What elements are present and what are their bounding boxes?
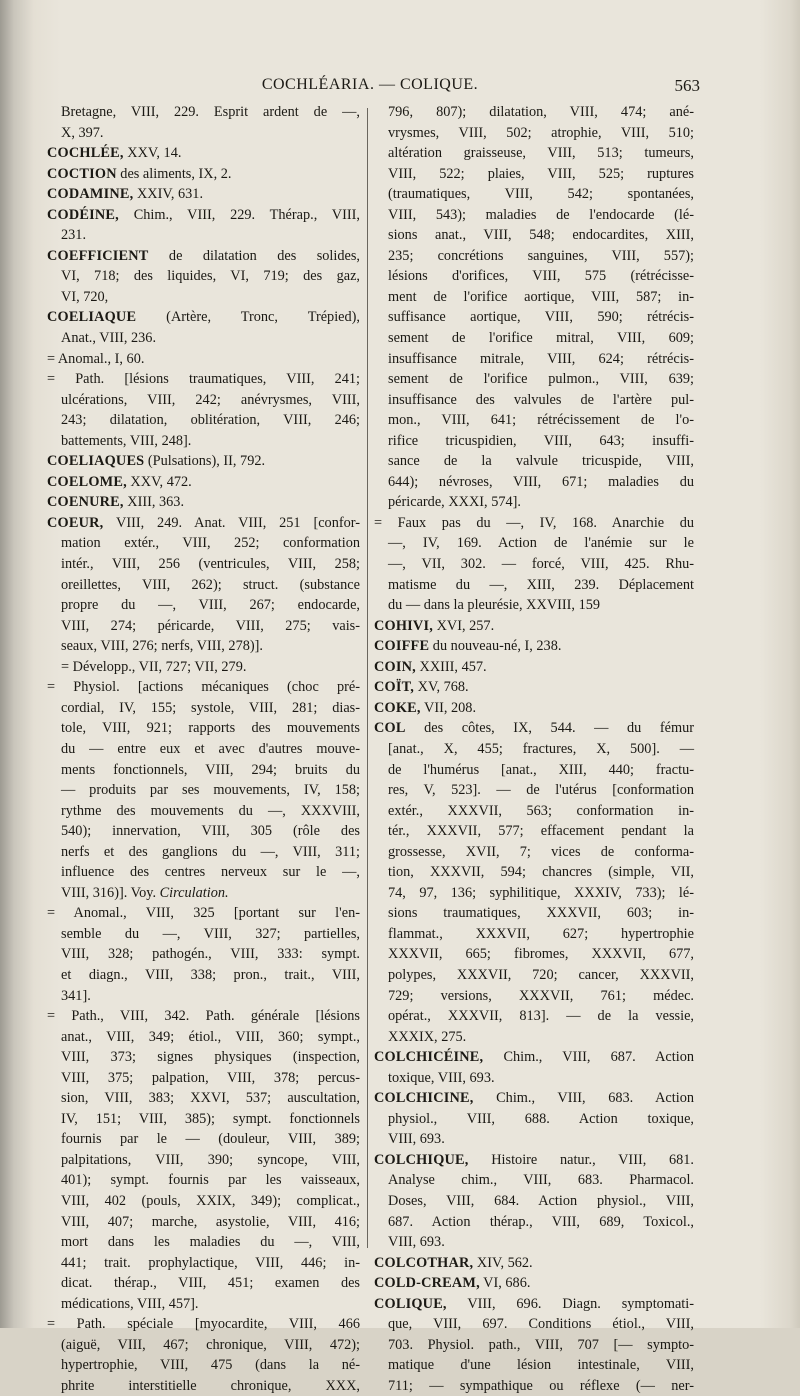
entry-text: intér., VIII, 256 (ventricules, VIII, 258; xyxy=(61,556,360,573)
entry-text: sion, VIII, 383; XXVI, 537; auscultation, xyxy=(61,1090,360,1107)
entry-text: insuffisance des valvules de l'artère pul- xyxy=(388,391,694,408)
entry-text: péricarde, XXXI, 574]. xyxy=(388,494,521,511)
entry-text: semble du —, VIII, 327; partielles, xyxy=(61,925,360,942)
index-line xyxy=(47,1170,360,1191)
running-title: COCHLÉARIA. — COLIQUE. xyxy=(261,76,479,93)
entry-text: et diagn., VIII, 338; pron., trait., VIII, xyxy=(61,966,360,983)
entry-text: XIII, 363. xyxy=(123,494,185,511)
entry-text: influence des centres nerveux sur le —, xyxy=(61,864,360,881)
entry-headword: COIFFE xyxy=(374,638,430,655)
index-line xyxy=(47,821,360,842)
entry-text: sions anat., VIII, 548; endocardites, XIII, xyxy=(388,227,694,244)
entry-text: mon., VIII, 641; rétrécissement de l'o- xyxy=(388,412,694,429)
index-line xyxy=(47,903,360,924)
index-line xyxy=(47,883,360,904)
index-line xyxy=(47,1047,360,1068)
index-line xyxy=(47,123,360,144)
index-line xyxy=(47,205,360,226)
entry-text: grossesse, XVII, 7; vices de conforma- xyxy=(388,843,694,860)
index-line xyxy=(47,307,360,328)
right-column xyxy=(374,102,694,1396)
entry-text: sions traumatiques, XXXVII, 603; in- xyxy=(388,905,694,922)
entry-text: insuffisance mitrale, VIII, 624; rétrécis- xyxy=(388,350,694,367)
entry-text: = Path. spéciale [myocardite, VIII, 466 xyxy=(47,1316,360,1333)
entry-text: VIII, 407; marche, asystolie, VIII, 416; xyxy=(61,1213,360,1230)
index-line xyxy=(47,698,360,719)
entry-text: = Path. [lésions traumatiques, VIII, 241; xyxy=(47,371,360,388)
entry-text: 711; — sympathique ou réflexe (— ner- xyxy=(388,1377,694,1394)
entry-text: XXV, 14. xyxy=(123,145,182,162)
entry-text: XXIV, 631. xyxy=(133,186,204,203)
entry-text: palpitations, VIII, 390; syncope, VIII, xyxy=(61,1151,360,1168)
index-line xyxy=(374,554,694,575)
entry-headword: COCHLÉE, xyxy=(47,145,124,162)
index-line xyxy=(374,533,694,554)
index-line xyxy=(374,266,694,287)
entry-text: 644); névroses, VIII, 671; maladies du xyxy=(388,473,694,490)
index-line xyxy=(374,575,694,596)
index-line xyxy=(47,328,360,349)
index-line xyxy=(374,842,694,863)
entry-headword: COL xyxy=(374,720,406,737)
entry-text: de l'humérus [anat., XIII, 440; fractu- xyxy=(388,761,694,778)
entry-text: = Path., VIII, 342. Path. générale [lésions xyxy=(47,1008,360,1025)
index-line xyxy=(374,1232,694,1253)
index-line xyxy=(47,944,360,965)
index-line xyxy=(374,143,694,164)
index-line xyxy=(47,1335,360,1356)
index-line xyxy=(374,1335,694,1356)
index-line xyxy=(374,225,694,246)
entry-text: XV, 768. xyxy=(414,679,469,696)
entry-text: fournis par le — (douleur, VIII, 389; xyxy=(61,1131,360,1148)
entry-text: Bretagne, VIII, 229. Esprit ardent de —, xyxy=(61,104,360,120)
index-line xyxy=(47,410,360,431)
index-line xyxy=(374,287,694,308)
entry-text: tér., XXXVII, 577; effacement pendant la xyxy=(388,823,694,840)
entry-text: sement de l'orifice pulmon., VIII, 639; xyxy=(388,371,694,388)
entry-text: —, IV, 169. Action de l'anémie sur le xyxy=(388,535,694,552)
index-line xyxy=(374,739,694,760)
entry-text: 703. Physiol. path., VIII, 707 [— sympto- xyxy=(388,1336,694,1353)
entry-text: suffisance aortique, VIII, 590; rétrécis- xyxy=(388,309,694,326)
index-line xyxy=(47,780,360,801)
entry-text: VIII, 373; signes physiques (inspection, xyxy=(61,1049,360,1066)
index-line xyxy=(374,924,694,945)
entry-text: 341]. xyxy=(61,987,91,1004)
index-line xyxy=(374,780,694,801)
index-line xyxy=(374,451,694,472)
entry-headword: COLCHIQUE, xyxy=(374,1151,469,1168)
entry-text: IV, 151; VIII, 385); sympt. fonctionnels xyxy=(61,1110,360,1127)
entry-text: VIII, 543); maladies de l'endocarde (lé- xyxy=(388,206,694,223)
entry-text: VIII, 696. Diagn. symptomati- xyxy=(446,1295,694,1312)
index-line xyxy=(47,451,360,472)
index-line xyxy=(374,349,694,370)
index-line xyxy=(47,1150,360,1171)
index-line xyxy=(374,1006,694,1027)
entry-text: Chim., VIII, 683. Action xyxy=(473,1090,694,1107)
entry-text: 540); innervation, VIII, 305 (rôle des xyxy=(61,823,360,840)
entry-text: (aiguë, VIII, 467; chronique, VIII, 472); xyxy=(61,1336,360,1353)
index-line xyxy=(374,164,694,185)
page-header xyxy=(40,76,700,100)
index-line xyxy=(374,862,694,883)
index-line xyxy=(47,431,360,452)
entry-text: rifice tricuspidien, VIII, 643; insuffi- xyxy=(388,432,694,449)
index-line xyxy=(374,801,694,822)
entry-headword: COIN, xyxy=(374,658,416,675)
index-line xyxy=(374,307,694,328)
entry-text: 231. xyxy=(61,227,87,244)
index-line xyxy=(374,1314,694,1335)
entry-text: res, V, 523]. — de l'utérus [conformation xyxy=(388,782,694,799)
index-line xyxy=(47,246,360,267)
index-line xyxy=(47,842,360,863)
index-line xyxy=(374,903,694,924)
entry-headword: COENURE, xyxy=(47,494,124,511)
entry-text: VII, 208. xyxy=(420,699,477,716)
entry-text: Chim., VIII, 687. Action xyxy=(483,1049,694,1066)
index-line xyxy=(374,595,694,616)
entry-text: VIII, 274; péricarde, VIII, 275; vais- xyxy=(61,617,360,634)
entry-headword: COEUR, xyxy=(47,514,104,531)
left-column xyxy=(47,102,360,1396)
index-line xyxy=(374,184,694,205)
index-line xyxy=(47,102,360,123)
index-line xyxy=(374,698,694,719)
index-line xyxy=(47,533,360,554)
index-line xyxy=(374,1047,694,1068)
index-line xyxy=(374,513,694,534)
index-line xyxy=(374,431,694,452)
page-number: 563 xyxy=(674,76,700,95)
column-divider xyxy=(367,108,368,1248)
entry-text: lésions d'orifices, VIII, 575 (rétrécisse- xyxy=(388,268,694,285)
index-line xyxy=(47,575,360,596)
entry-text: nerfs et des ganglions du —, VIII, 311; xyxy=(61,843,360,860)
entry-text: du — entre eux et avec d'autres mouve- xyxy=(61,740,360,757)
index-line xyxy=(374,328,694,349)
entry-text: tion, XXXVII, 594; chancres (simple, VII, xyxy=(388,864,694,881)
index-line xyxy=(47,1068,360,1089)
index-line xyxy=(47,492,360,513)
index-line xyxy=(374,636,694,657)
entry-text: (traumatiques, VIII, 542; spontanées, xyxy=(388,186,694,203)
entry-text: 401); sympt. fournis par les vaisseaux, xyxy=(61,1172,360,1189)
index-line xyxy=(47,164,360,185)
index-line xyxy=(374,123,694,144)
entry-text: ments fonctionnels, VIII, 294; bruits du xyxy=(61,761,360,778)
index-line xyxy=(47,1191,360,1212)
index-line xyxy=(47,862,360,883)
index-line xyxy=(374,616,694,637)
entry-headword: CODÉINE, xyxy=(47,206,119,223)
index-line xyxy=(47,1027,360,1048)
entry-text: XXV, 472. xyxy=(126,473,192,490)
index-line xyxy=(47,965,360,986)
entry-headword: COKE, xyxy=(374,699,421,716)
index-line xyxy=(374,677,694,698)
index-line xyxy=(47,739,360,760)
entry-text: XIV, 562. xyxy=(473,1254,533,1271)
index-line xyxy=(47,287,360,308)
entry-headword: COLIQUE, xyxy=(374,1295,447,1312)
entry-text: = Faux pas du —, IV, 168. Anarchie du xyxy=(374,514,694,531)
index-line xyxy=(374,1150,694,1171)
entry-text: anat., VIII, 349; étiol., VIII, 360; sympt., xyxy=(61,1028,360,1045)
index-line xyxy=(374,410,694,431)
entry-text: X, 397. xyxy=(61,124,104,141)
entry-text: 74, 97, 136; syphilitique, XXXIV, 733); lé- xyxy=(388,884,694,901)
index-line xyxy=(47,184,360,205)
index-line xyxy=(47,266,360,287)
entry-text: Histoire natur., VIII, 681. xyxy=(468,1151,694,1168)
index-line xyxy=(47,1376,360,1396)
entry-text: dicat. thérap., VIII, 451; examen des xyxy=(61,1275,360,1292)
entry-text: matique d'une lésion intestinale, VIII, xyxy=(388,1357,694,1374)
index-line xyxy=(374,1068,694,1089)
entry-text: phrite interstitielle chronique, XXX, xyxy=(61,1377,360,1394)
entry-text: du nouveau-né, I, 238. xyxy=(429,638,562,655)
entry-text: toxique, VIII, 693. xyxy=(388,1069,495,1086)
entry-text: Chim., VIII, 229. Thérap., VIII, xyxy=(118,206,360,223)
index-line xyxy=(374,1273,694,1294)
index-line xyxy=(47,677,360,698)
index-line xyxy=(47,1253,360,1274)
index-line xyxy=(47,636,360,657)
entry-text: ment de l'orifice aortique, VIII, 587; in- xyxy=(388,288,694,305)
entry-text: 687. Action thérap., VIII, 689, Toxicol., xyxy=(388,1213,694,1230)
index-line xyxy=(47,1212,360,1233)
index-line xyxy=(374,1088,694,1109)
entry-text: 243; dilatation, oblitération, VIII, 246; xyxy=(61,412,360,429)
index-line xyxy=(47,390,360,411)
entry-text: extér., XXXVII, 563; conformation in- xyxy=(388,802,694,819)
entry-text: 441; trait. prophylactique, VIII, 446; in- xyxy=(61,1254,360,1271)
entry-text: opérat., XXXVII, 813]. — de la vessie, xyxy=(388,1008,694,1025)
entry-text: oreillettes, VIII, 262); struct. (substance xyxy=(61,576,360,593)
entry-text: (Pulsations), II, 792. xyxy=(144,453,266,470)
index-line xyxy=(374,657,694,678)
entry-text: seaux, VIII, 276; nerfs, VIII, 278)]. xyxy=(61,638,263,655)
index-line xyxy=(374,760,694,781)
entry-text: Doses, VIII, 684. Action physiol., VIII, xyxy=(388,1192,694,1209)
entry-headword: COLCHICINE, xyxy=(374,1090,474,1107)
index-line xyxy=(47,1314,360,1335)
entry-text: 729; versions, XXXVII, 761; médec. xyxy=(388,987,694,1004)
entry-text: ulcérations, VIII, 242; anévrysmes, VIII, xyxy=(61,391,360,408)
entry-text: cordial, IV, 155; systole, VIII, 281; dias- xyxy=(61,699,360,716)
index-line xyxy=(374,246,694,267)
entry-text: tole, VIII, 921; rapports des mouvements xyxy=(61,720,360,737)
entry-text: VIII, 328; pathogén., VIII, 333: sympt. xyxy=(61,946,360,963)
index-line xyxy=(47,760,360,781)
index-line xyxy=(374,205,694,226)
cross-reference: Circulation. xyxy=(159,884,229,901)
entry-text: sement de l'orifice mitral, VIII, 609; xyxy=(388,330,694,347)
index-line xyxy=(374,1027,694,1048)
entry-text: 235; concrétions sanguines, VIII, 557); xyxy=(388,247,694,264)
entry-text: mort dans les maladies du —, VIII, xyxy=(61,1234,360,1251)
index-line xyxy=(374,965,694,986)
entry-text: VIII, 693. xyxy=(388,1234,445,1251)
entry-text: battements, VIII, 248]. xyxy=(61,432,192,449)
index-line xyxy=(47,595,360,616)
index-line xyxy=(47,718,360,739)
index-line xyxy=(47,1109,360,1130)
entry-text: XVI, 257. xyxy=(433,617,495,634)
index-line xyxy=(47,349,360,370)
entry-text: (Artère, Tronc, Trépied), xyxy=(136,309,360,326)
entry-headword: COLCHICÉINE, xyxy=(374,1049,484,1066)
entry-headword: COLCOTHAR, xyxy=(374,1254,474,1271)
entry-text: du — dans la pleurésie, XXVIII, 159 xyxy=(388,597,601,614)
entry-text: altération graisseuse, VIII, 513; tumeurs, xyxy=(388,145,694,162)
entry-text: = Anomal., I, 60. xyxy=(47,350,145,367)
entry-text: VIII, 522; plaies, VIII, 525; ruptures xyxy=(388,165,694,182)
entry-headword: COHIVI, xyxy=(374,617,433,634)
entry-headword: COELIAQUES xyxy=(47,453,145,470)
entry-text: sance de la valvule tricuspide, VIII, xyxy=(388,453,694,470)
index-line xyxy=(47,986,360,1007)
index-line xyxy=(374,944,694,965)
index-line xyxy=(374,1191,694,1212)
entry-text: physiol., VIII, 688. Action toxique, xyxy=(388,1110,694,1127)
index-line xyxy=(374,1376,694,1396)
entry-text: = Physiol. [actions mécaniques (choc pré- xyxy=(47,679,360,696)
entry-text: que, VIII, 697. Conditions étiol., VIII, xyxy=(388,1316,694,1333)
index-line xyxy=(47,513,360,534)
index-line xyxy=(374,718,694,739)
index-line xyxy=(47,1088,360,1109)
index-line xyxy=(374,102,694,123)
index-line xyxy=(47,225,360,246)
entry-text: VI, 720, xyxy=(61,288,109,305)
entry-text: XXXIX, 275. xyxy=(388,1028,467,1045)
index-line xyxy=(374,821,694,842)
index-line xyxy=(47,616,360,637)
entry-text: XXXVII, 665; fibromes, XXXVII, 677, xyxy=(388,946,694,963)
index-line xyxy=(47,554,360,575)
entry-text: VIII, 693. xyxy=(388,1131,445,1148)
entry-text: — produits par ses mouvements, IV, 158; xyxy=(61,782,360,799)
entry-text: —, VII, 302. — forcé, VIII, 425. Rhu- xyxy=(388,556,694,573)
entry-headword: COCTION xyxy=(47,165,117,182)
index-line xyxy=(47,143,360,164)
entry-text: propre du —, VIII, 267; endocarde, xyxy=(61,597,360,614)
entry-text: = Anomal., VIII, 325 [portant sur l'en- xyxy=(47,905,360,922)
index-line xyxy=(374,492,694,513)
index-line xyxy=(47,801,360,822)
entry-text: VI, 718; des liquides, VI, 719; des gaz, xyxy=(61,268,360,285)
index-line xyxy=(374,472,694,493)
index-line xyxy=(47,1232,360,1253)
entry-text: polypes, XXXVII, 720; cancer, XXXVII, xyxy=(388,966,694,983)
entry-text: VIII, 316)]. Voy. xyxy=(61,884,160,901)
index-line xyxy=(374,390,694,411)
index-line xyxy=(47,1129,360,1150)
index-line xyxy=(47,924,360,945)
entry-headword: COÏT, xyxy=(374,679,415,696)
entry-headword: COELOME, xyxy=(47,473,127,490)
index-line xyxy=(374,1170,694,1191)
entry-text: des côtes, IX, 544. — du fémur xyxy=(405,720,694,737)
index-line xyxy=(47,472,360,493)
entry-text: hypertrophie, VIII, 475 (dans la né- xyxy=(61,1357,360,1374)
index-line xyxy=(374,986,694,1007)
entry-text: vrysmes, VIII, 502; atrophie, VIII, 510; xyxy=(388,124,694,141)
entry-text: Anat., VIII, 236. xyxy=(61,330,157,347)
index-line xyxy=(374,1212,694,1233)
index-line xyxy=(47,1355,360,1376)
index-line xyxy=(47,657,360,678)
index-line xyxy=(374,883,694,904)
index-line xyxy=(374,369,694,390)
index-line xyxy=(374,1109,694,1130)
entry-text: VI, 686. xyxy=(479,1275,531,1292)
index-line xyxy=(47,369,360,390)
entry-headword: CODAMINE, xyxy=(47,186,134,203)
entry-text: [anat., X, 455; fractures, X, 500]. — xyxy=(388,740,694,757)
entry-headword: COEFFICIENT xyxy=(47,247,149,264)
entry-headword: COELIAQUE xyxy=(47,309,137,326)
entry-text: VIII, 375; palpation, VIII, 378; percus- xyxy=(61,1069,360,1086)
index-line xyxy=(47,1273,360,1294)
entry-text: = Développ., VII, 727; VII, 279. xyxy=(61,658,247,675)
entry-text: médications, VIII, 457]. xyxy=(61,1295,199,1312)
entry-text: XXIII, 457. xyxy=(415,658,487,675)
entry-headword: COLD-CREAM, xyxy=(374,1275,480,1292)
index-line xyxy=(374,1355,694,1376)
index-line xyxy=(374,1129,694,1150)
index-line xyxy=(374,1294,694,1315)
index-line xyxy=(374,1253,694,1274)
index-line xyxy=(47,1294,360,1315)
index-line xyxy=(47,1006,360,1027)
entry-text: Analyse chim., VIII, 683. Pharmacol. xyxy=(388,1172,694,1189)
entry-text: matisme du —, XIII, 239. Déplacement xyxy=(388,576,694,593)
entry-text: de dilatation des solides, xyxy=(148,247,360,264)
entry-text: VIII, 249. Anat. VIII, 251 [confor- xyxy=(103,514,360,531)
entry-text: rythme des mouvements du —, XXXVIII, xyxy=(61,802,360,819)
entry-text: des aliments, IX, 2. xyxy=(116,165,232,182)
entry-text: 796, 807); dilatation, VIII, 474; ané- xyxy=(388,104,694,120)
entry-text: VIII, 402 (pouls, XXIX, 349); complicat., xyxy=(61,1192,360,1209)
entry-text: flammat., XXXVII, 627; hypertrophie xyxy=(388,925,694,942)
entry-text: mation extér., VIII, 252; conformation xyxy=(61,535,360,552)
